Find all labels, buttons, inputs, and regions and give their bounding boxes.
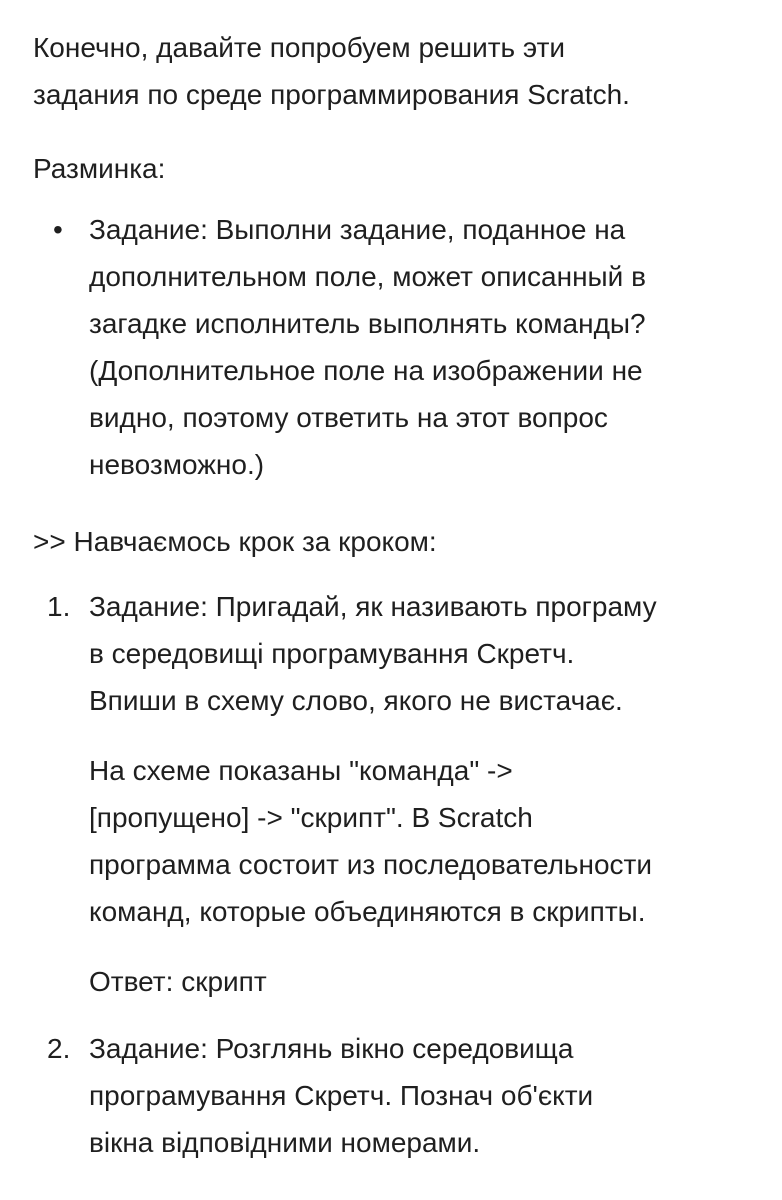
list-item <box>33 1025 753 1166</box>
task-text <box>89 583 753 724</box>
list-number: 1. <box>47 591 71 622</box>
chat-response <box>33 0 753 1166</box>
task-line: Впиши в схему слово, якого не вистачає. <box>89 685 623 716</box>
task-line: програмування Скретч. Познач об'єкти <box>89 1080 594 1111</box>
task-line: вікна відповідними номерами. <box>89 1127 481 1158</box>
explanation-line: программа состоит из последовательности <box>89 849 653 880</box>
list-item <box>33 206 753 488</box>
warmup-item-line: видно, поэтому ответить на этот вопрос <box>89 402 608 433</box>
warmup-item-line: загадке исполнитель выполнять команды? <box>89 308 646 339</box>
warmup-item-line: невозможно.) <box>89 449 265 480</box>
warmup-item-line: дополнительном поле, может описанный в <box>89 261 646 292</box>
task-line: Задание: Пригадай, як називають програму <box>89 591 657 622</box>
list-item <box>33 583 753 1005</box>
bullet-marker: • <box>53 214 63 245</box>
steps-heading: >> Навчаємось крок за кроком: <box>33 526 437 557</box>
intro-line: Конечно, давайте попробуем решить эти <box>33 32 566 63</box>
steps-list <box>33 583 753 1166</box>
task-line: в середовищі програмування Скретч. <box>89 638 575 669</box>
explanation-line: команд, которые объединяются в скрипты. <box>89 896 646 927</box>
list-number: 2. <box>47 1033 71 1064</box>
task-line: Задание: Розглянь вікно середовища <box>89 1033 574 1064</box>
explanation-line: На схеме показаны "команда" -> <box>89 755 513 786</box>
answer-text: Ответ: скрипт <box>89 966 267 997</box>
warmup-item-line: (Дополнительное поле на изображении не <box>89 355 643 386</box>
warmup-item-line: Задание: Выполни задание, поданное на <box>89 214 626 245</box>
explanation-line: [пропущено] -> "скрипт". В Scratch <box>89 802 533 833</box>
intro-line: задания по среде программирования Scratch. <box>33 79 630 110</box>
warmup-list <box>33 206 753 488</box>
task-text <box>89 1025 753 1166</box>
intro-paragraph <box>33 0 753 118</box>
warmup-heading: Разминка: <box>33 153 166 184</box>
explanation-text <box>89 747 753 935</box>
